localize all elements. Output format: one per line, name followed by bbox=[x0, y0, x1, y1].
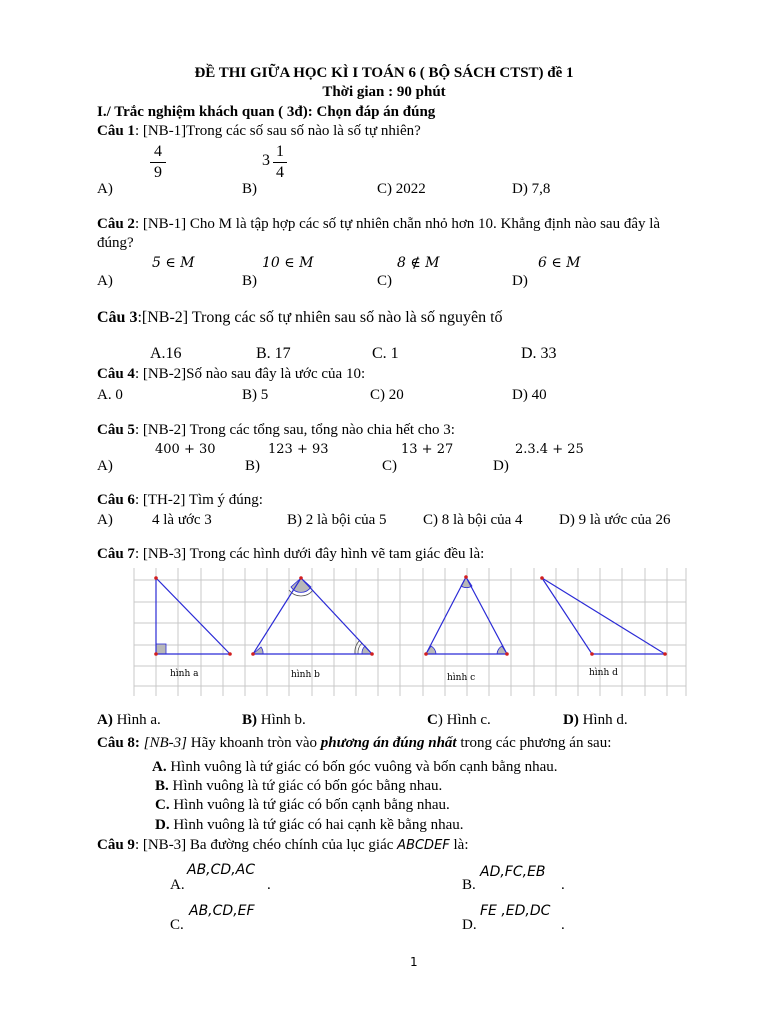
option-a[interactable]: 4 là ước 3 bbox=[152, 512, 212, 528]
option-b[interactable]: B. 17 bbox=[256, 345, 291, 362]
option-d[interactable]: D) 40 bbox=[512, 387, 547, 403]
hexagon-name: ABCDEF bbox=[397, 838, 450, 853]
option-b[interactable]: B) bbox=[242, 181, 257, 197]
math-a: 5 ∈ M bbox=[152, 255, 195, 271]
triangle-d bbox=[540, 576, 667, 656]
option-a[interactable]: A. 0 bbox=[97, 387, 123, 403]
math-d: 2.3.4 + 25 bbox=[515, 442, 584, 457]
option-c[interactable]: C. Hình vuông là tứ giác có bốn cạnh bằng nhau. bbox=[155, 797, 450, 813]
option-c[interactable]: C. 1 bbox=[372, 345, 399, 362]
option-c[interactable]: C) bbox=[382, 458, 397, 474]
option-c[interactable]: AB,CD,EF bbox=[189, 903, 255, 919]
question-text: : [NB-2]Số nào sau đây là ước của 10: bbox=[134, 366, 366, 382]
option-b-label[interactable]: B. bbox=[462, 877, 476, 893]
fraction-a: 4 9 bbox=[150, 143, 166, 182]
option-d[interactable]: D) Hình d. bbox=[563, 712, 628, 728]
question-label: Câu 2 bbox=[97, 216, 135, 232]
math-b: 10 ∈ M bbox=[262, 255, 314, 271]
option-d[interactable]: D. 33 bbox=[521, 345, 557, 362]
question-label: Câu 1 bbox=[97, 123, 135, 139]
option-b[interactable]: B) 5 bbox=[242, 387, 269, 403]
option-b[interactable]: B) bbox=[242, 273, 257, 289]
triangle-a bbox=[154, 576, 232, 656]
math-a: 400 + 30 bbox=[155, 442, 216, 457]
option-b[interactable]: B) bbox=[245, 458, 260, 474]
option-a[interactable]: AB,CD,AC bbox=[187, 862, 255, 878]
option-c[interactable]: C) 2022 bbox=[377, 181, 426, 197]
option-a[interactable]: A. Hình vuông là tứ giác có bốn góc vuông và bốn cạnh bằng nhau. bbox=[152, 759, 558, 775]
exam-time: Thời gian : 90 phút bbox=[322, 84, 446, 100]
question-3 bbox=[97, 309, 503, 327]
question-label: Câu 4 bbox=[97, 366, 135, 382]
option-d-dot: . bbox=[561, 917, 565, 933]
option-b[interactable]: AD,FC,EB bbox=[480, 864, 546, 880]
question-text-cont: đúng? bbox=[97, 235, 134, 251]
math-c: 13 + 27 bbox=[401, 442, 454, 457]
question-4 bbox=[97, 366, 365, 383]
option-b[interactable]: B) 2 là bội của 5 bbox=[287, 512, 387, 528]
option-b[interactable]: B) Hình b. bbox=[242, 712, 306, 728]
option-b[interactable]: B. Hình vuông là tứ giác có bốn góc bằng nhau. bbox=[155, 778, 443, 794]
option-c[interactable]: C) Hình c. bbox=[427, 712, 491, 728]
question-text: : [NB-1]Trong các số sau số nào là số tự nhiên? bbox=[134, 123, 421, 139]
mixed-whole: 3 bbox=[262, 152, 270, 169]
option-b-dot: . bbox=[561, 877, 565, 893]
question-9: Câu 9: [NB-3] Ba đường chéo chính của lục giác ABCDEF là: bbox=[97, 837, 469, 853]
option-c-label[interactable]: C. bbox=[170, 917, 184, 933]
question-text: : [TH-2] Tìm ý đúng: bbox=[134, 492, 263, 508]
option-d[interactable]: D) bbox=[493, 458, 509, 474]
page-title: ĐỀ THI GIỮA HỌC KÌ I TOÁN 6 ( BỘ SÁCH CTST) đề 1 bbox=[194, 65, 574, 81]
question-label: Câu 3 bbox=[97, 309, 138, 326]
option-a-label[interactable]: A. bbox=[170, 877, 185, 893]
option-c[interactable]: C) 20 bbox=[370, 387, 404, 403]
option-a[interactable]: A) Hình a. bbox=[97, 712, 161, 728]
option-d-label[interactable]: D. bbox=[462, 917, 477, 933]
question-7 bbox=[97, 546, 484, 563]
question-label: Câu 9 bbox=[97, 837, 135, 853]
option-a[interactable]: A.16 bbox=[150, 345, 182, 362]
question-label: Câu 7 bbox=[97, 546, 135, 562]
option-d[interactable]: D. Hình vuông là tứ giác có hai cạnh kề bằng nhau. bbox=[155, 817, 464, 833]
question-tag: [NB-3] bbox=[139, 735, 188, 751]
option-d[interactable]: FE ,ED,DC bbox=[480, 903, 551, 919]
fraction-b: 1 4 bbox=[273, 143, 287, 182]
option-a[interactable]: A) bbox=[97, 458, 113, 474]
question-label: Câu 8: bbox=[97, 735, 140, 751]
question-8: Câu 8: [NB-3] Hãy khoanh tròn vào phương án đúng nhất trong các phương án sau: bbox=[97, 735, 612, 751]
figure-label-a: hình a bbox=[170, 669, 199, 679]
page-number: 1 bbox=[410, 955, 418, 969]
option-d[interactable]: D) bbox=[512, 273, 528, 289]
figure-label-b: hình b bbox=[291, 670, 320, 680]
option-d[interactable]: D) 9 là ước của 26 bbox=[559, 512, 671, 528]
question-text: : [NB-3] Trong các hình dưới đây hình vẽ tam giác đều là: bbox=[134, 546, 485, 562]
option-a-label[interactable]: A) bbox=[97, 512, 113, 528]
question-text: : [NB-3] Ba đường chéo chính của lục giác bbox=[134, 837, 398, 853]
triangle-figures bbox=[130, 568, 690, 696]
option-c[interactable]: C) bbox=[377, 273, 392, 289]
option-c[interactable]: C) 8 là bội của 4 bbox=[423, 512, 523, 528]
question-label: Câu 6 bbox=[97, 492, 135, 508]
math-b: 123 + 93 bbox=[268, 442, 329, 457]
option-a[interactable]: A) bbox=[97, 181, 113, 197]
option-a[interactable]: A) bbox=[97, 273, 113, 289]
question-2 bbox=[97, 216, 660, 233]
figure-label-d: hình d bbox=[589, 668, 618, 678]
figure-label-c: hình c bbox=[447, 673, 476, 683]
math-c: 8 ∉ M bbox=[397, 255, 440, 271]
question-6 bbox=[97, 492, 263, 509]
question-text: : [NB-2] Trong các tổng sau, tổng nào chia hết cho 3: bbox=[134, 422, 455, 438]
question-text: :[NB-2] Trong các số tự nhiên sau số nào là số nguyên tố bbox=[137, 309, 503, 326]
question-text: : [NB-1] Cho M là tập hợp các số tự nhiên chẵn nhỏ hơn 10. Khẳng định nào sau đây là bbox=[134, 216, 661, 232]
question-label: Câu 5 bbox=[97, 422, 135, 438]
option-a-dot: . bbox=[267, 877, 271, 893]
section-title: I./ Trắc nghiệm khách quan ( 3đ): Chọn đáp án đúng bbox=[97, 104, 436, 120]
math-d: 6 ∈ M bbox=[538, 255, 581, 271]
emphasis: phương án đúng nhất bbox=[320, 735, 457, 751]
question-1 bbox=[97, 123, 421, 140]
option-d[interactable]: D) 7,8 bbox=[512, 181, 551, 197]
question-5 bbox=[97, 422, 455, 439]
